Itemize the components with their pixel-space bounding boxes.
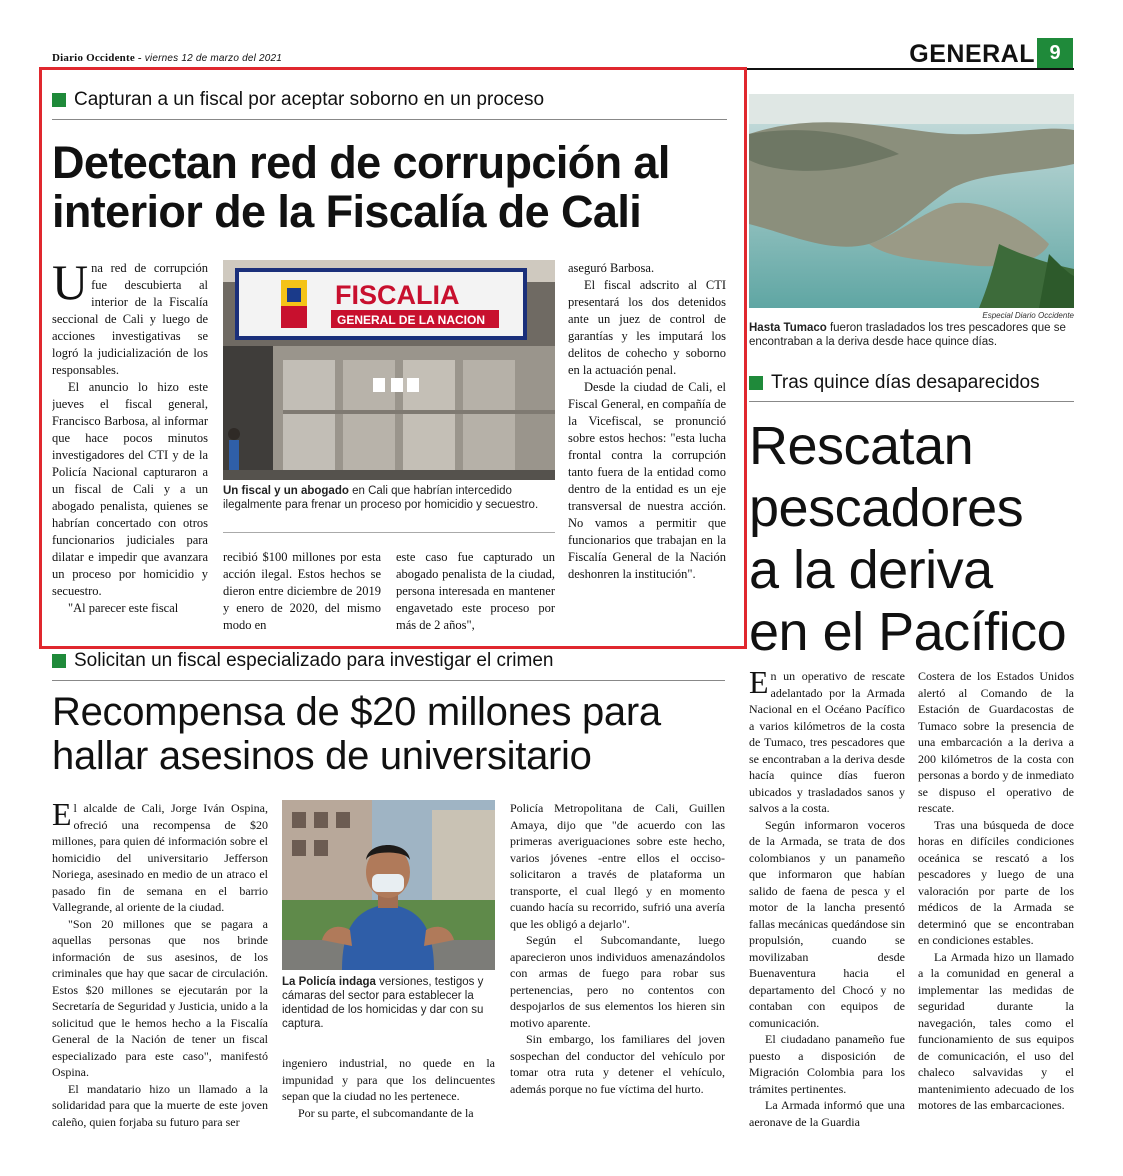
highlight-box <box>39 67 747 649</box>
fiscalia-sign-title: FISCALIA <box>335 280 460 310</box>
recompensa-col-3: Policía Metropolitana de Cali, Guillen Amaya, dijo que "de acuerdo con las primeras averiguaciones sobre este hecho, varios jóvenes -entre ellos el occiso- solicitaron a través de plataforma un transporte, el cual llegó y en momento cuando hacía su recorrido, sufrió una avería que les obligó a dejarlo". Según el Subcomandante, luego aparecieron unos individuos amenazándolos con armas de fuego para robar sus pertenencias, pero no contentos con despojarlos de sus elementos los hieren sin motivo aparente. Sin embargo, los familiares del joven sospechan del conductor del vehículo por tomar otra ruta y detener el vehículo, además porque no fue víctima del hurto. <box>510 801 725 1096</box>
kicker-square-icon <box>52 654 66 668</box>
drop-cap: U <box>52 260 89 310</box>
pescadores-headline: Rescatan pescadores a la deriva en el Pacífico <box>749 416 1067 662</box>
recompensa-kicker-rule <box>52 680 725 681</box>
kicker-square-icon <box>749 376 763 390</box>
tumaco-aerial-photo <box>749 94 1074 308</box>
pescadores-col-2: Costera de los Estados Unidos alertó al Comando de la Estación de Guardacostas de Tumaco sobre la presencia de una embarcación a la deriva a 200 kilómetros de la costa con personas a bordo y de inmediato se dispuso el operativo de rescate. Tras una búsqueda de doce horas en difíciles condiciones oceánica se rescató a los pescadores y luego de una valoración por parte de los médicos de la Armada se determinó que se encontraban en condiciones estables. La Armada hizo un llamado a la comunidad en general a implementar las medidas de seguridad durante la navegación, tales como el funcionamiento de sus equipos de comunicación, el uso del chaleco salvavidas y el mantenimiento adecuado de los motores de las embarcaciones. <box>918 669 1074 1112</box>
recompensa-headline: Recompensa de $20 millones para hallar asesinos de universitario <box>52 690 661 778</box>
fiscalia-col-1: U na red de corrupción fue descubierta al interior de la Fiscalía seccional de Cali y luego de acciones investigativas se logró la judicialización de los responsables. El anuncio lo hizo este jueves el fiscal general, Francisco Barbosa, al informar que hace pocos minutos investigadores del CTI y de la Policía Nacional capturaron a un fiscal de Cali y a un abogado penalista, quienes se habrían concertado con otros funcionarios judiciales para dilatar e impedir que avanzara un proceso por homicidio y secuestro. "Al parecer este fiscal <box>52 260 208 615</box>
policia-photo-caption: La Policía indaga versiones, testigos y cámaras del sector para establecer la identidad de los homicidas y dar con su captura. <box>282 976 484 1030</box>
drop-cap: E <box>52 800 72 832</box>
fiscalia-headline: Detectan red de corrupción al interior de la Fiscalía de Cali <box>52 137 670 237</box>
tumaco-photo-credit: Especial Diario Occidente <box>982 311 1074 320</box>
pescadores-kicker: Tras quince días desaparecidos <box>749 372 1040 394</box>
policia-photo <box>282 800 495 970</box>
fiscalia-sign-subtitle: GENERAL DE LA NACION <box>337 313 486 327</box>
drop-cap: E <box>749 668 769 700</box>
fiscalia-kicker: Capturan a un fiscal por aceptar soborno en un proceso <box>52 89 544 111</box>
recompensa-col-1: E l alcalde de Cali, Jorge Iván Ospina, ofreció una recompensa de $20 millones, para quien dé información sobre el homicidio del universitario Jefferson Noriega, asesinado en medio de un atraco el pasado fin de semana en el barrio Vallegrande, al oriente de la ciudad. "Son 20 millones que se pagara a aquellas personas que nos brinde información de sus asesinos, de los criminales que hay que sacar de circulación. Estos $20 millones se ejecutarán por la Secretaría de Seguridad y Justicia, unido a la solicitud que le hemos hecho a la Fiscalía General de la Nación de tener un fiscal especializado para este caso", manifestó Ospina. El mandatario hizo un llamado a la solidaridad para que la muerte de este joven caleño, quien forjaba su futuro para ser <box>52 800 268 1129</box>
fiscalia-col-3: este caso fue capturado un abogado penalista de la ciudad, persona interesada en mantener engavetado este proceso por más de 2 años", <box>396 550 555 632</box>
page-number: 9 <box>1037 38 1073 68</box>
fiscalia-photo-caption: Un fiscal y un abogado en Cali que habrían intercedido ilegalmente para frenar un proceso por homicidio y secuestro. <box>223 485 539 511</box>
masthead-title: Diario Occidente <box>52 52 135 64</box>
masthead-date: viernes 12 de marzo del 2021 <box>144 53 283 64</box>
recompensa-kicker: Solicitan un fiscal especializado para investigar el crimen <box>52 650 553 672</box>
pescadores-kicker-rule <box>749 401 1074 402</box>
masthead: Diario Occidente - viernes 12 de marzo del 2021 <box>52 52 283 64</box>
recompensa-col-2: ingeniero industrial, no quede en la impunidad y para que los delincuentes sepan que la ciudad no les pertenece. Por su parte, el subcomandante de la <box>282 1056 495 1120</box>
tumaco-photo-caption: Hasta Tumaco fueron trasladados los tres pescadores que se encontraban a la deriva desde hace quince días. <box>749 322 1066 348</box>
fiscalia-col-4: aseguró Barbosa. El fiscal adscrito al CTI presentará los dos detenidos ante un juez de control de garantías y les imputará los delitos de cohecho y soborno en la actuación penal. Desde la ciudad de Cali, el Fiscal General, en compañía de la Vicefiscal, se pronunció sobre estos hechos: "esta lucha frontal contra la corrupción tanto fuera de la entidad como dentro de la entidad es un eje transversal de nuestra acción. No vamos a permitir que funcionarios que trabajan en la Fiscalía General de la Nación deshonren la institución". <box>568 261 726 581</box>
pescadores-col-1: E n un operativo de rescate adelantado por la Armada Nacional en el Océano Pacífico a varios kilómetros de la costa de Tumaco, tres pescadores que se encontraban a la deriva desde hacía quince días fueron ubicados y trasladados sanos y salvos a la costa. Según informaron voceros de la Armada, se trata de dos colombianos y un panameño que informaron que habían salido de faena de pesca y el motor de la lancha presentó fallas mecánicas quedándose sin propulsión, cuando se movilizaban desde Buenaventura hacia el departamento del Chocó y no contaban con equipos de comunicación. El ciudadano panameño fue puesto a disposición de Migración Colombia para los trámites pertinentes. La Armada informó que una aeronave de la Guardia <box>749 668 905 1129</box>
section-title: GENERAL <box>909 40 1035 68</box>
fiscalia-col-2: recibió $100 millones por esta acción ilegal. Estos hechos se dieron entre diciembre de 2019 y enero de 2020, del mismo modo en <box>223 550 381 632</box>
